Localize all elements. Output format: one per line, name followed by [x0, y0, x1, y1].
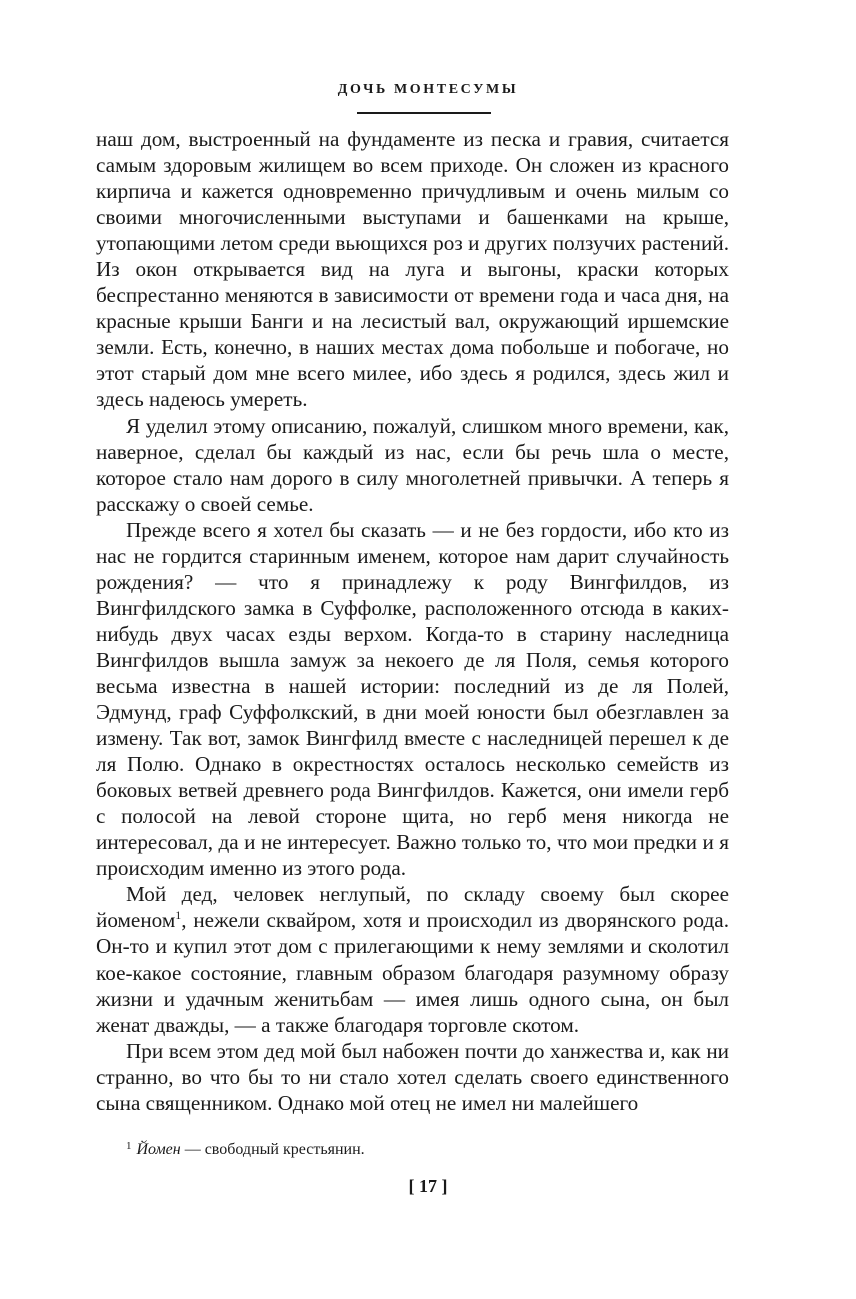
paragraph-4-text-start: Мой дед, человек неглупый, по складу своему был скорее йоменом [96, 882, 729, 933]
paragraph-1: наш дом, выстроенный на фундаменте из песка и гравия, считается самым здоровым жилищем во всем приходе. Он сложен из красного кирпича и кажется одновременно причудливым и очень милым со своими многочисленными выступами и башенками на крыше, утопающими летом среди вьющихся роз и других ползучих растений. Из окон открывается вид на луга и выгоны, краски которых беспрестанно меняются в зависимости от времени года и часа дня, на красные крыши Банги и на лесистый вал, окружающий иршемские земли. Есть, конечно, в наших местах дома побольше и побогаче, но этот старый дом мне всего милее, ибо здесь я родился, здесь жил и здесь надеюсь умереть. [96, 127, 729, 412]
body-text [96, 126, 729, 1116]
paragraph-4 [96, 881, 729, 1037]
paragraph-5: При всем этом дед мой был набожен почти до ханжества и, как ни странно, во что бы то ни стало хотел сделать своего единственного сына священником. Однако мой отец не имел ни малейшего [96, 1038, 729, 1115]
footnote-definition: — свободный крестьянин. [180, 1141, 365, 1158]
running-head-rule [357, 112, 491, 114]
footnote-number: 1 [126, 1140, 132, 1152]
footnote [126, 1136, 726, 1160]
paragraph-3: Прежде всего я хотел бы сказать — и не без гордости, ибо кто из нас не гордится старинным именем, которое нам дарит случайность рождения? — что я принадлежу к роду Вингфилдов, из Вингфилдского замка в Суффолке, расположенного отсюда в каких-нибудь двух часах езды верхом. Когда-то в старину наследница Вингфилдов вышла замуж за некоего де ля Поля, семья которого весьма известна в нашей истории: последний из де ля Полей, Эдмунд, граф Суффолкский, в дни моей юности был обезглавлен за измену. Так вот, замок Вингфилд вместе с наследницей перешел к де ля Полю. Однако в окрестностях осталось несколько семейств из боковых ветвей древнего рода Вингфилдов. Кажется, они имели герб с полосой на левой стороне щита, но герб меня никогда не интересовал, да и не интересует. Важно только то, что мои предки и я происходим именно из этого рода. [96, 517, 729, 881]
paragraph-2: Я уделил этому описанию, пожалуй, слишком много времени, как, наверное, сделал бы каждый из нас, если бы речь шла о месте, которое стало нам дорого в силу многолетней привычки. А теперь я расскажу о своей семье. [96, 413, 729, 516]
paragraph-4-text-end: , нежели сквайром, хотя и происходил из дворянского рода. Он-то и купил этот дом с прилегающими к нему землями и сколотил кое-какое состояние, главным образом благодаря разумному образу жизни и удачным женитьбам — имея лишь одного сына, он был женат дважды, — а также благодаря торговле скотом. [96, 908, 729, 1037]
running-head: ДОЧЬ МОНТЕСУМЫ [337, 82, 519, 97]
page-number: [ 17 ] [408, 1176, 448, 1196]
footnote-reference[interactable]: 1 [175, 908, 182, 923]
footnote-term: Йомен [136, 1141, 181, 1158]
